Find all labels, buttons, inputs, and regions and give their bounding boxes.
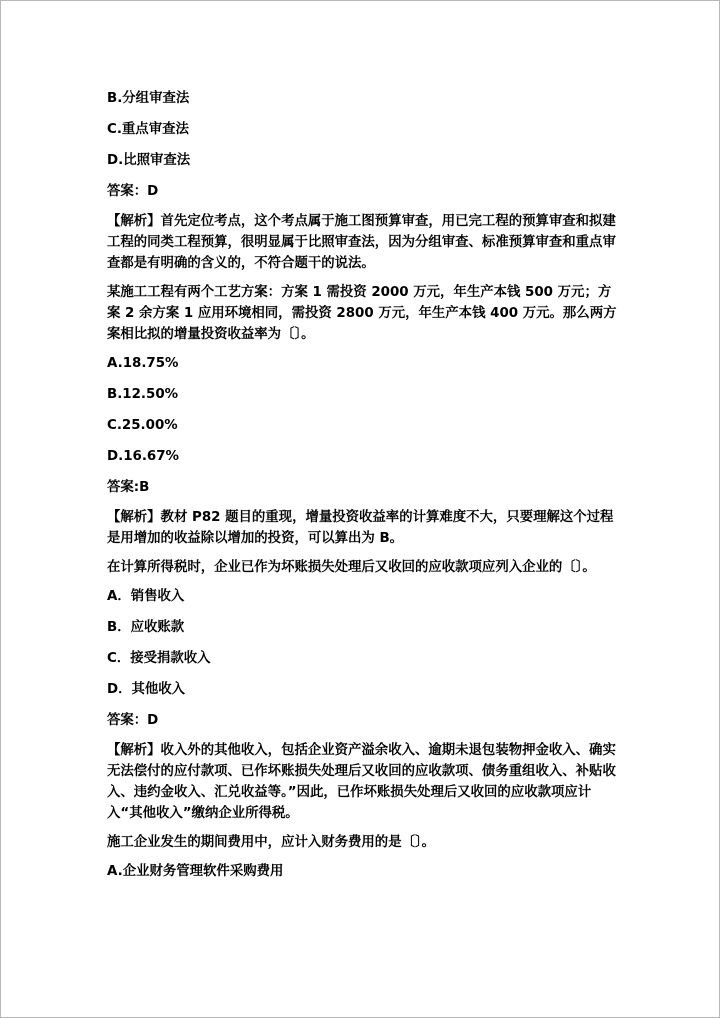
option-a: A.企业财务管理软件采购费用	[107, 864, 284, 879]
option-b: B．应收账款	[107, 620, 185, 635]
option-c: C.重点审查法	[107, 122, 189, 137]
option-c: C.25.00%	[107, 418, 178, 433]
document-body	[107, 88, 617, 892]
option-d: D.比照审查法	[107, 153, 191, 168]
question: 在计算所得税时，企业已作为坏账损失处理后又收回的应收款项应列入企业的〔〕。	[107, 560, 596, 575]
explanation: 【解析】收入外的其他收入，包括企业资产溢余收入、逾期未退包装物押金收入、确实无法偿付的应付款项、已作坏账损失处理后又收回的应收款项、债务重组收入、补贴收入、违约金收入、汇兑收益等。”因此，已作坏账损失处理后又收回的应收款项应计入“其他收入”缴纳企业所得税。	[107, 743, 616, 821]
answer: 答案：D	[107, 184, 159, 199]
explanation: 【解析】首先定位考点，这个考点属于施工图预算审查，用已完工程的预算审查和拟建工程的同类工程预算，很明显属于比照审查法，因为分组审查、标准预算审查和重点审查都是有明确的含义的，不符合题干的说法。	[107, 214, 616, 271]
question: 施工企业发生的期间费用中，应计入财务费用的是〔〕。	[107, 835, 436, 850]
option-a: A．销售收入	[107, 589, 185, 604]
option-d: D.16.67%	[107, 449, 179, 464]
option-a: A.18.75%	[107, 356, 179, 371]
answer: 答案：D	[107, 713, 159, 728]
explanation: 【解析】教材 P82 题目的重现，增量投资收益率的计算难度不大，只要理解这个过程是用增加的收益除以增加的投资，可以算出为 B。	[107, 510, 614, 546]
option-b: B.12.50%	[107, 387, 179, 402]
answer: 答案:B	[107, 480, 150, 495]
option-d: D．其他收入	[107, 682, 186, 697]
option-b: B.分组审查法	[107, 91, 190, 106]
question: 某施工工程有两个工艺方案：方案 1 需投资 2000 万元，年生产本钱 500 万元；方案 2 余方案 1 应用环境相同，需投资 2800 万元，年生产本钱 400 万元。那么两方案相比拟的增量投资收益率为〔〕。	[107, 285, 617, 342]
option-c: C．接受捐款收入	[107, 651, 211, 666]
